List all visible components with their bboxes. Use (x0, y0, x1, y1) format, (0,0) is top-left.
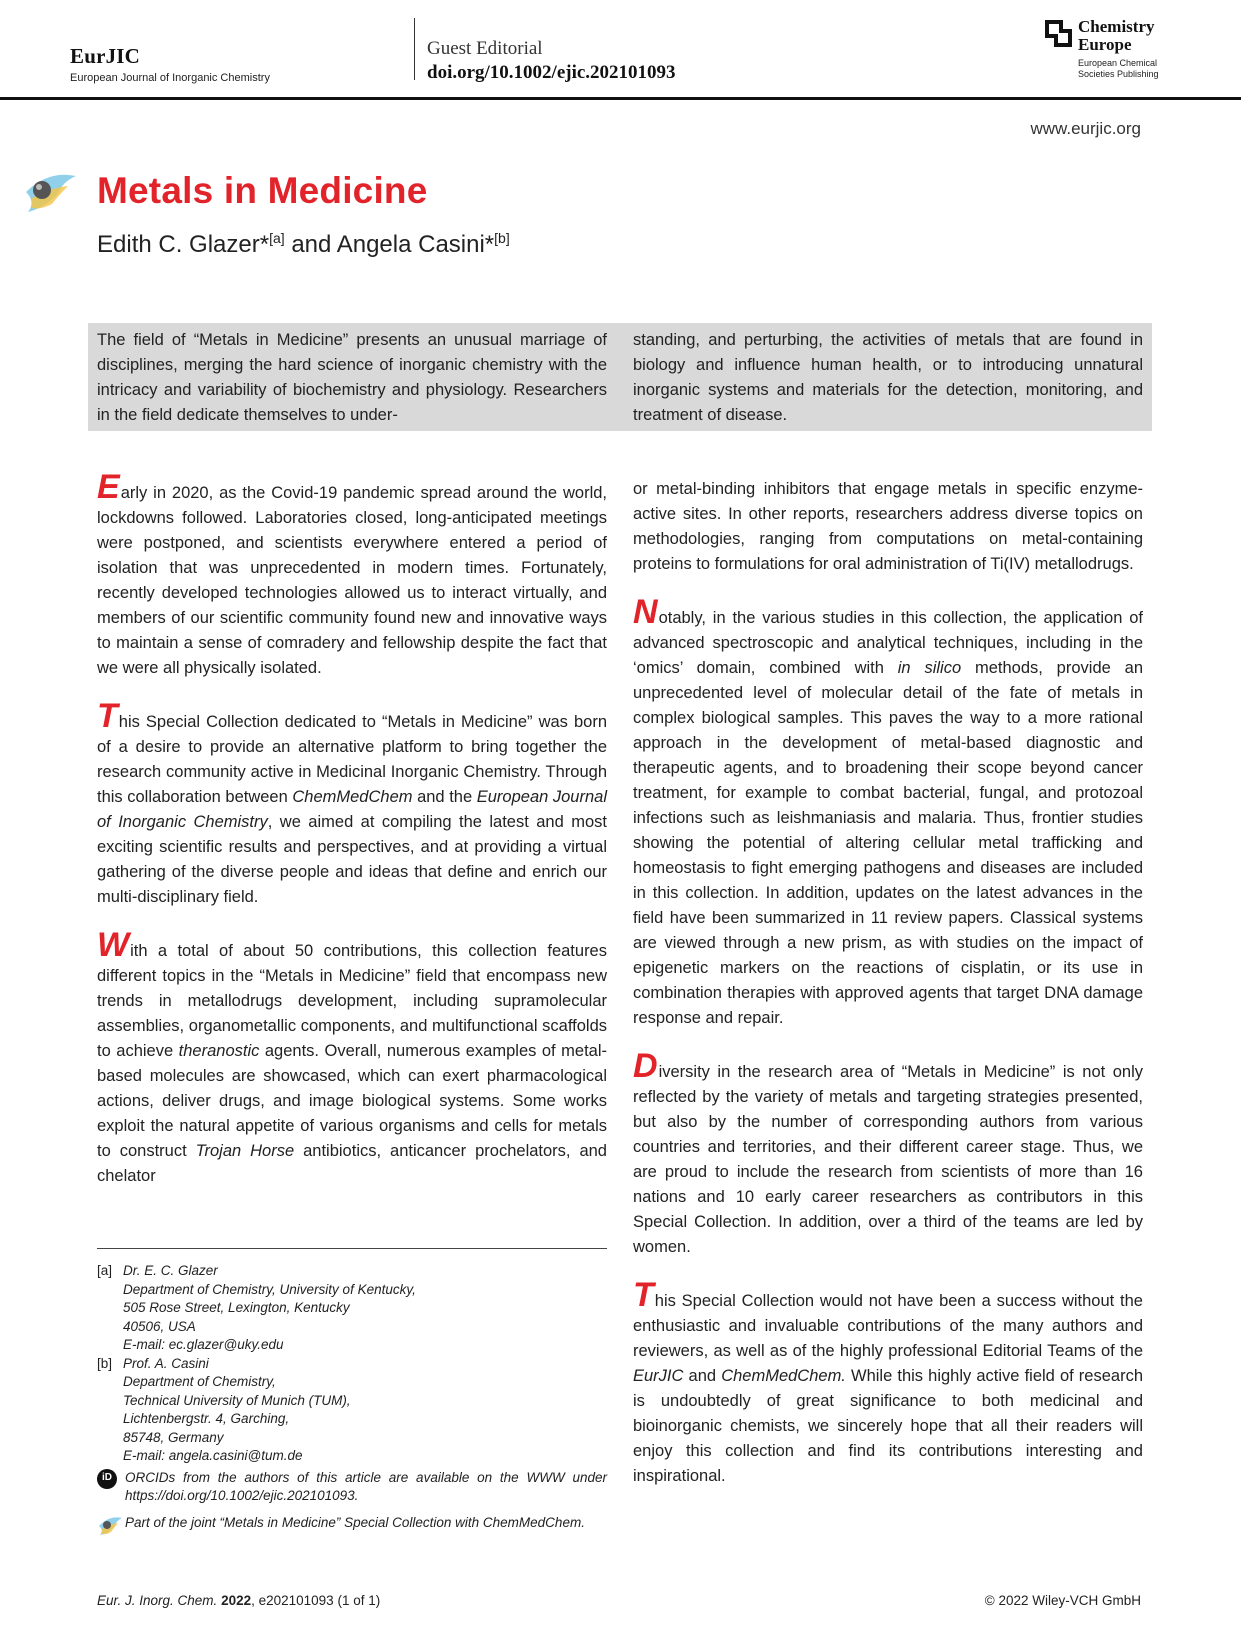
page-citation (97, 1593, 380, 1608)
affiliation-tag: [b] (97, 1355, 113, 1371)
affiliation-b (97, 1355, 607, 1466)
affiliation-line: 505 Rose Street, Lexington, Kentucky (123, 1300, 350, 1315)
paragraph-4 (633, 593, 1143, 1031)
affiliation-line: Technical University of Munich (TUM), (123, 1392, 351, 1408)
collection-note (97, 1514, 607, 1536)
body-column-left (97, 468, 607, 1214)
special-collection-icon (18, 168, 80, 214)
journal-name-italic: ChemMedChem. (721, 1367, 846, 1385)
paragraph-text: methods, provide an unprecedented level of molecular detail of the fate of metals in complex biological samples. This paves the way to a more rational approach in the development of metal-based diagnostic and therapeutic agents, and to broadening their scope beyond cancer treatment, for example to combat bacterial, fungal, and protozoal infections such as leishmaniasis and malaria. Thus, frontier studies showing the potential of altering cellular metal trafficking and homeostasis to fight emerging pathogens and diseases are included in this collection. In addition, updates on the latest advances in the field have been summarized in 11 review papers. Classical systems are viewed through a new prism, as with studies on the impact of epigenetic markers on the reactions of cisplatin, or its use in combination therapies with approved agents that target DNA damage response and repair. (633, 659, 1143, 1027)
emphasis-italic: in silico (897, 659, 962, 677)
paragraph-3 (97, 926, 607, 1189)
paragraph-3-continued: or metal-binding inhibitors that engage metals in specific enzyme-active sites. In other reports, researchers address diverse topics on methodologies, ranging from computations on metal-containing proteins to formulations for oral administration of Ti(IV) metallodrugs. (633, 480, 1143, 573)
affiliation-a (97, 1262, 607, 1355)
journal-name-italic: European Journal of Inorganic Chemistry (97, 788, 607, 831)
citation-rest: , e202101093 (1 of 1) (251, 1593, 381, 1608)
paragraph-text: otably, in the various studies in this collection, the application of advanced spectroscopic and analytical techniques, including in the ‘omics’ domain, combined with (633, 609, 1143, 677)
citation-year: 2022 (221, 1593, 252, 1608)
citation-journal: Eur. J. Inorg. Chem. (97, 1593, 218, 1608)
abstract-box (88, 323, 1152, 431)
affiliation-line: Department of Chemistry, (123, 1374, 276, 1389)
affiliation-line: 40506, USA (123, 1318, 196, 1334)
author-casini: Angela Casini* (336, 231, 495, 258)
orcid-note (97, 1469, 607, 1506)
drop-cap: T (97, 697, 118, 735)
chemistry-europe-logo-icon (1045, 20, 1073, 48)
emphasis-italic: Trojan Horse (195, 1142, 295, 1160)
email-link[interactable]: E-mail: ec.glazer@uky.edu (123, 1337, 284, 1352)
affiliation-line: Dr. E. C. Glazer (123, 1263, 218, 1278)
journal-full-name: European Journal of Inorganic Chemistry (70, 72, 270, 84)
paragraph-text: and the (412, 788, 477, 806)
publisher-name-line1: Chemistry (1078, 17, 1155, 36)
journal-name-italic: EurJIC (633, 1367, 684, 1385)
paragraph-text: ith a total of about 50 contributions, this collection features different topics in the “Metals in Medicine” field that encompass new trends in metallodrugs development, including supramolecular assemblies, organometallic components, and multifunctional scaffolds to achieve (97, 942, 607, 1060)
paragraph-2 (97, 697, 607, 910)
abstract-column-left: The field of “Metals in Medicine” presents an unusual marriage of disciplines, merging the hard science of inorganic chemistry with the intricacy and variability of biochemistry and physiology. Researchers in the field dedicate themselves to under- (97, 331, 607, 424)
affiliation-line: Lichtenbergstr. 4, Garching, (123, 1411, 290, 1426)
paragraph-text: iversity in the research area of “Metals in Medicine” is not only reflected by the variety of metals and targeting strategies presented, but also by the number of corresponding authors from various countries and territories, and their different career stage. Thus, we are proud to include the research from scientists of more than 16 nations and 10 early career researchers as contributors in this Special Collection. In addition, over a third of the teams are led by women. (633, 1063, 1143, 1256)
special-collection-icon (97, 1514, 123, 1536)
drop-cap: T (633, 1276, 654, 1314)
body-column-right (633, 477, 1143, 1514)
paragraph-text: agents. Overall, numerous examples of metal-based molecules are showcased, which can exert pharmacological actions, deliver drugs, and image biological systems. Some works exploit the natural appetite of various organisms and cells for metals to construct (97, 1042, 607, 1160)
paragraph-5 (633, 1047, 1143, 1260)
affiliation-b-marker: [b] (494, 230, 510, 246)
collection-text: Part of the joint “Metals in Medicine” Special Collection with ChemMedChem. (125, 1514, 585, 1530)
affiliation-a-marker: [a] (269, 230, 285, 246)
paragraph-text: his Special Collection would not have been a success without the enthusiastic and invaluable contributions of the many authors and reviewers, as well as of the highly professional Editorial Teams of the (633, 1292, 1143, 1360)
publisher-subtitle: European Chemical Societies Publishing (1078, 58, 1159, 79)
journal-header (70, 44, 270, 84)
journal-name-italic: ChemMedChem (292, 788, 413, 806)
author-conjunction: and (284, 231, 337, 258)
affiliation-tag: [a] (97, 1263, 113, 1278)
footnote-rule (97, 1248, 607, 1249)
article-title: Metals in Medicine (97, 170, 428, 211)
abstract-column-right: standing, and perturbing, the activities of metals that are found in biology and influence human health, or to introducing unnatural inorganic systems and materials for the detection, monitoring, and treatment of disease. (633, 331, 1143, 424)
journal-website-link[interactable]: www.eurjic.org (1030, 119, 1141, 138)
emphasis-italic: theranostic (178, 1042, 260, 1060)
copyright: © 2022 Wiley-VCH GmbH (984, 1593, 1141, 1608)
affiliation-lines (123, 1355, 351, 1466)
paragraph-text: his Special Collection dedicated to “Metals in Medicine” was born of a desire to provide an alternative platform to bring together the research community active in Medicinal Inorganic Chemistry. Through this collaboration between (97, 713, 607, 806)
drop-cap: D (633, 1047, 658, 1085)
header-divider (414, 18, 415, 80)
publisher-name-line2: Europe (1078, 35, 1132, 54)
paragraph-1 (97, 468, 607, 681)
paragraph-text: While this highly active field of research is undoubtedly of great significance to both medicinal and bioinorganic chemists, we sincerely hope that all their readers will enjoy this collection and find its contributions interesting and inspirational. (633, 1367, 1144, 1485)
drop-cap: E (97, 468, 120, 506)
drop-cap: N (633, 593, 658, 631)
document-info (427, 38, 676, 84)
affiliation-lines (123, 1262, 416, 1355)
paragraph-text: and (683, 1367, 722, 1385)
doi-link[interactable]: doi.org/10.1002/ejic.202101093 (427, 62, 676, 83)
publisher-logo (1045, 18, 1175, 80)
author-line (97, 230, 510, 259)
footnotes (97, 1262, 607, 1536)
document-type: Guest Editorial (427, 38, 543, 59)
paragraph-text: , we aimed at compiling the latest and most exciting scientific results and perspectives, and at providing a virtual gathering of the diverse people and ideas that define and enrich our multi-disciplinary field. (97, 813, 607, 906)
affiliation-line: Prof. A. Casini (123, 1355, 209, 1371)
email-link[interactable]: E-mail: angela.casini@tum.de (123, 1448, 303, 1463)
paragraph-text: antibiotics, anticancer prochelators, and chelator (97, 1142, 607, 1185)
header-rule (0, 97, 1241, 100)
orcid-icon: iD (97, 1469, 117, 1489)
drop-cap: W (97, 926, 130, 964)
journal-abbreviation: EurJIC (70, 44, 141, 68)
affiliation-line: Department of Chemistry, University of Kentucky, (123, 1281, 416, 1297)
author-glazer: Edith C. Glazer* (97, 231, 270, 258)
paragraph-6 (633, 1276, 1144, 1489)
paragraph-text: arly in 2020, as the Covid-19 pandemic spread around the world, lockdowns followed. Laboratories closed, long-anticipated meetings were postponed, and scientists everywhere entered a period of isolation that was unprecedented in modern times. Fortunately, recently developed technologies allowed us to interact virtually, and members of our scientific community found new and innovative ways to maintain a sense of comradery and fellowship despite the fact that we were all physically isolated. (97, 484, 607, 677)
orcid-text[interactable]: ORCIDs from the authors of this article are available on the WWW under https://doi.org/10.1002/ejic.202101093. (125, 1469, 607, 1503)
affiliation-line: 85748, Germany (123, 1429, 224, 1445)
